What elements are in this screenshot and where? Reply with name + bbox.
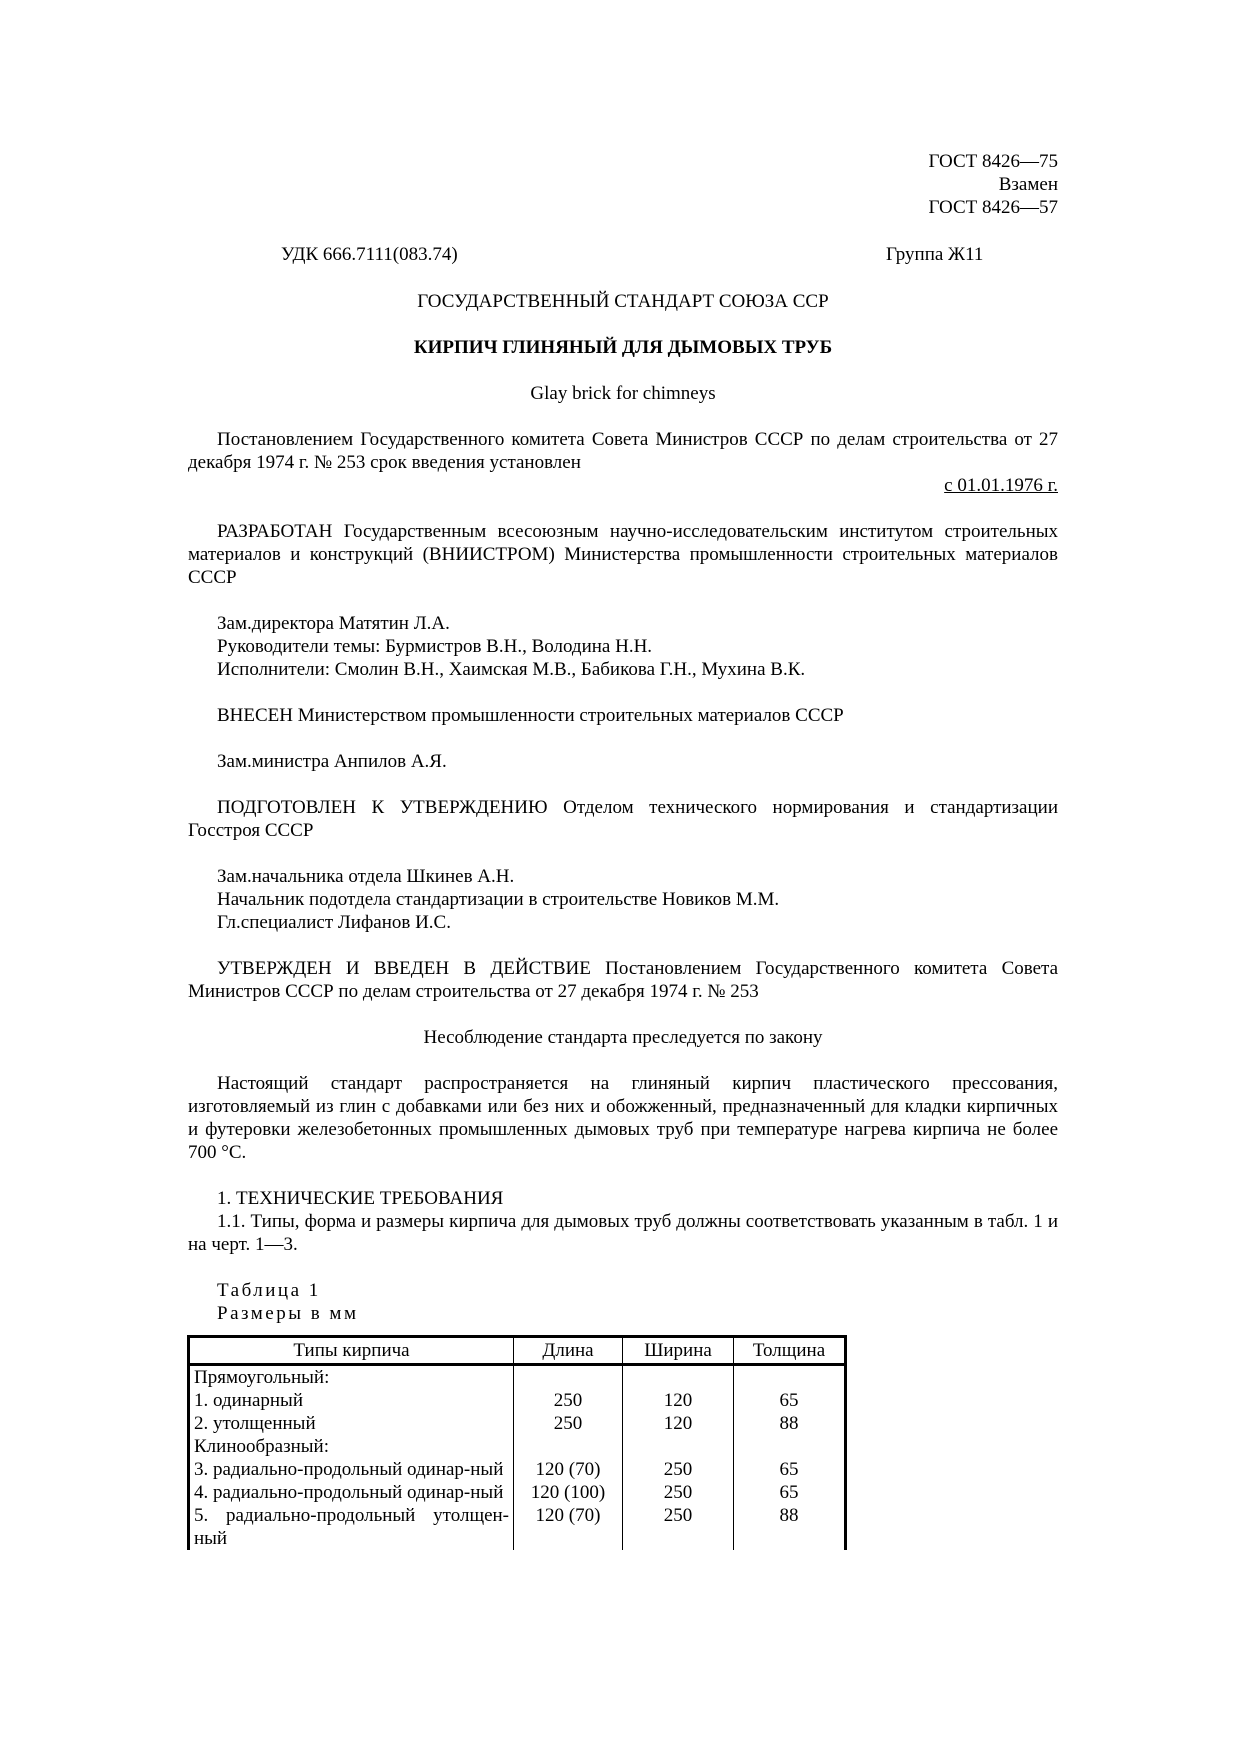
thickness-cell: 65 xyxy=(734,1389,846,1412)
developer-line: Руководители темы: Бурмистров В.Н., Володина Н.Н. xyxy=(217,636,653,657)
brick-type: 3. радиально-продольный одинар-ный xyxy=(194,1459,504,1480)
brick-type: 4. радиально-продольный одинар-ный xyxy=(194,1482,504,1503)
brick-type: 2. утолщенный xyxy=(194,1413,316,1434)
header-cell: Ширина xyxy=(623,1337,734,1365)
prepared-paragraph: ПОДГОТОВЛЕН К УТВЕРЖДЕНИЮ Отделом технического нормирования и стандартизации Госстроя СССР xyxy=(188,797,1058,841)
width-cell: 250 xyxy=(623,1458,734,1481)
length-cell: 250 xyxy=(514,1412,623,1435)
approver-line: Гл.специалист Лифанов И.С. xyxy=(217,912,451,933)
approved-paragraph: УТВЕРЖДЕН И ВВЕДЕН В ДЕЙСТВИЕ Постановлением Государственного комитета Совета Министров СССР по делам строительства от 27 декабря 1974 г. № 253 xyxy=(188,958,1058,1002)
introduced-paragraph: ВНЕСЕН Министерством промышленности строительных материалов СССР xyxy=(217,705,844,726)
developers-list xyxy=(217,612,1058,681)
table-group-row xyxy=(189,1365,846,1390)
header-cell: Длина xyxy=(514,1337,623,1365)
replaces-label: Взамен xyxy=(998,174,1058,195)
thickness-cell: 88 xyxy=(734,1412,846,1435)
header-cell: Типы кирпича xyxy=(189,1337,514,1365)
table-row xyxy=(189,1504,846,1550)
developer-line: Зам.директора Матятин Л.А. xyxy=(217,613,450,634)
main-title: КИРПИЧ ГЛИНЯНЫЙ ДЛЯ ДЫМОВЫХ ТРУБ xyxy=(413,337,833,358)
decree-paragraph: Постановлением Государственного комитета Совета Министров СССР по делам строительства от 27 декабря 1974 г. № 253 срок введения установлен xyxy=(188,429,1058,473)
table-caption: Таблица 1 xyxy=(217,1280,321,1301)
width-cell: 250 xyxy=(623,1504,734,1550)
width-cell: 120 xyxy=(623,1412,734,1435)
thickness-cell: 65 xyxy=(734,1458,846,1481)
state-standard-title: ГОСУДАРСТВЕННЫЙ СТАНДАРТ СОЮЗА ССР xyxy=(417,291,829,312)
law-notice: Несоблюдение стандарта преследуется по закону xyxy=(423,1027,823,1048)
developer-line: Исполнители: Смолин В.Н., Хаимская М.В., Бабикова Г.Н., Мухина В.К. xyxy=(217,659,806,680)
approver-line: Зам.начальника отдела Шкинев А.Н. xyxy=(217,866,515,887)
section-title: 1. ТЕХНИЧЕСКИЕ ТРЕБОВАНИЯ xyxy=(217,1188,504,1209)
length-cell: 120 (100) xyxy=(514,1481,623,1504)
table-row xyxy=(189,1389,846,1412)
brick-sizes-table xyxy=(187,1335,847,1550)
english-title: Glay brick for chimneys xyxy=(530,383,716,404)
udk-code: УДК 666.7111(083.74) xyxy=(281,244,458,265)
approver-line: Начальник подотдела стандартизации в строительстве Новиков М.М. xyxy=(217,889,780,910)
table-row xyxy=(189,1458,846,1481)
approvers-list xyxy=(217,865,1058,934)
width-cell: 120 xyxy=(623,1389,734,1412)
length-cell: 250 xyxy=(514,1389,623,1412)
length-cell: 120 (70) xyxy=(514,1458,623,1481)
width-cell: 250 xyxy=(623,1481,734,1504)
table-header-row xyxy=(189,1337,846,1365)
brick-type: 1. одинарный xyxy=(194,1390,303,1411)
group-label: Клинообразный: xyxy=(194,1436,329,1457)
deputy-minister-line: Зам.министра Анпилов А.Я. xyxy=(217,751,447,772)
table-row xyxy=(189,1412,846,1435)
developed-paragraph: РАЗРАБОТАН Государственным всесоюзным научно-исследовательским институтом строительных материалов и конструкций (ВНИИСТРОМ) Министерства промышленности строительных материалов СССР xyxy=(188,521,1058,588)
table-group-row xyxy=(189,1435,846,1458)
effective-date: с 01.01.1976 г. xyxy=(944,475,1058,496)
gost-header xyxy=(700,150,1058,219)
group-label: Прямоугольный: xyxy=(194,1367,330,1388)
clause-1-1: 1.1. Типы, форма и размеры кирпича для дымовых труб должны соответствовать указанным в табл. 1 и на черт. 1—3. xyxy=(188,1211,1058,1255)
table-units: Размеры в мм xyxy=(217,1303,359,1324)
length-cell: 120 (70) xyxy=(514,1504,623,1550)
thickness-cell: 88 xyxy=(734,1504,846,1550)
effective-date-wrap xyxy=(188,474,1058,497)
gost-number: ГОСТ 8426—75 xyxy=(928,151,1058,172)
thickness-cell: 65 xyxy=(734,1481,846,1504)
scope-paragraph: Настоящий стандарт распространяется на глиняный кирпич пластического прессования, изготовляемый из глин с добавками или без них и обожженный, предназначенный для кладки кирпичных и футеровки железобетонных промышленных дымовых труб при температуре нагрева кирпича не более 700 °С. xyxy=(188,1073,1058,1163)
brick-type: 5. радиально-продольный утолщен-ный xyxy=(194,1505,509,1549)
table-row xyxy=(189,1481,846,1504)
group-code: Группа Ж11 xyxy=(886,244,984,265)
replaces-gost: ГОСТ 8426—57 xyxy=(928,197,1058,218)
header-cell: Толщина xyxy=(734,1337,846,1365)
